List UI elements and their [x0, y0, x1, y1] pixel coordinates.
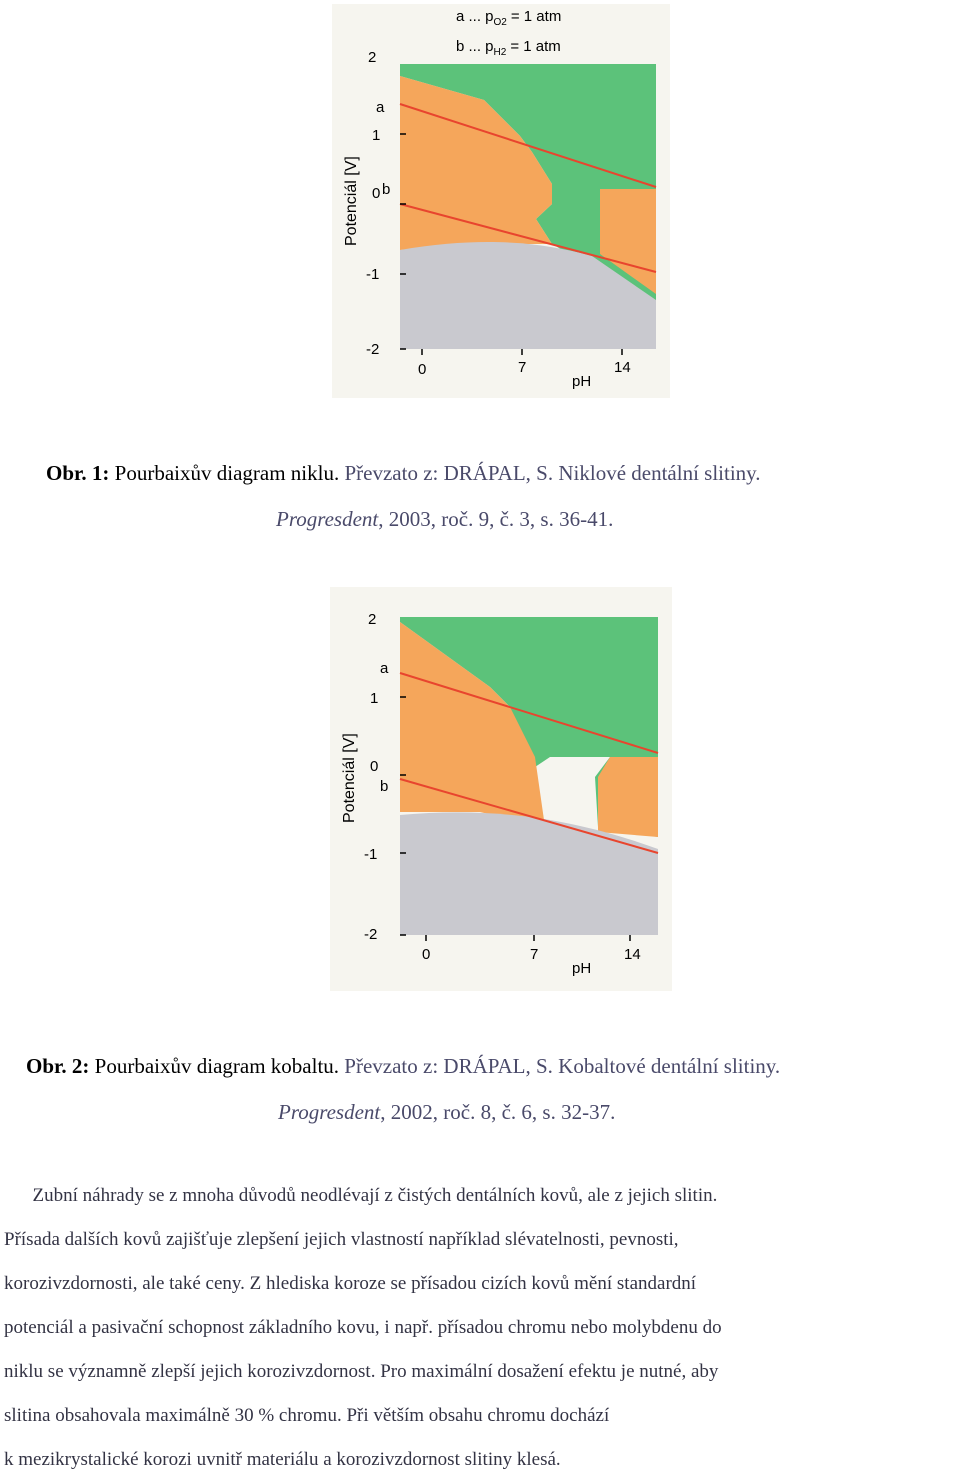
- fig1-x-axis-title: pH: [572, 373, 592, 390]
- fig1-ytick-neg2: -2: [366, 341, 380, 358]
- fig1-xtick-7: 7: [518, 359, 527, 376]
- fig2-x-axis-title: pH: [572, 960, 592, 977]
- fig1-xtick-14: 14: [614, 359, 631, 376]
- caption-1-label: Obr. 1:: [46, 461, 110, 485]
- caption-1-details: , 2003, roč. 9, č. 3, s. 36-41.: [378, 507, 614, 531]
- fig1-legend-a: a ... $p_{O2} = 1$ atm: [456, 8, 562, 28]
- fig1-y-axis-title: Potenciál [V]: [343, 156, 360, 246]
- paragraph-line-6: slitina obsahovala maximálně 30 % chromu. Při větším obsahu chromu dochází: [4, 1405, 610, 1426]
- figure-2-caption: [26, 1043, 926, 1135]
- figure-1-plot: [332, 4, 670, 398]
- figure-1-caption: [46, 450, 926, 542]
- fig2-ytick-1: 1: [370, 690, 379, 707]
- fig2-xtick-7: 7: [530, 946, 539, 963]
- caption-2-journal: Progresdent: [278, 1100, 381, 1124]
- caption-2-details: , 2002, roč. 8, č. 6, s. 32-37.: [380, 1100, 616, 1124]
- fig2-ytick-neg1: -1: [364, 846, 378, 863]
- fig2-xtick-14: 14: [624, 946, 641, 963]
- paragraph-line-3: korozivzdornosti, ale také ceny. Z hlediska koroze se přísadou cizích kovů mění standardní: [4, 1273, 697, 1294]
- figure-2-pourbaix-cobalt: [330, 587, 672, 991]
- fig1-ytick-1: 1: [372, 127, 381, 144]
- caption-2-title: Pourbaixův diagram kobaltu.: [89, 1054, 345, 1078]
- fig1-ytick-0: 0: [372, 185, 381, 202]
- fig2-line-b-label: b: [380, 778, 389, 795]
- fig1-ytick-2: 2: [368, 49, 377, 66]
- fig1-line-b-label: b: [382, 181, 391, 198]
- fig1-xtick-0: 0: [418, 361, 427, 378]
- paragraph-line-1: Zubní náhrady se z mnoha důvodů neodlévají z čistých dentálních kovů, ale z jejich slitin.: [4, 1185, 718, 1206]
- fig2-y-axis-title: Potenciál [V]: [341, 733, 358, 823]
- fig2-ytick-2: 2: [368, 611, 377, 628]
- paragraph-line-4: potenciál a pasivační schopnost základního kovu, i např. přísadou chromu nebo molybdenu do: [4, 1317, 722, 1338]
- fig2-ytick-neg2: -2: [364, 926, 378, 943]
- caption-1-journal: Progresdent: [276, 507, 379, 531]
- fig2-ytick-0: 0: [370, 758, 379, 775]
- caption-1-title: Pourbaixův diagram niklu.: [109, 461, 345, 485]
- caption-2-label: Obr. 2:: [26, 1054, 90, 1078]
- figure-2-plot: [330, 587, 672, 991]
- paragraph-line-5: niklu se významně zlepší jejich korozivzdornost. Pro maximální dosažení efektu je nutné, aby: [4, 1361, 719, 1382]
- fig2-orange-region-right: [598, 757, 658, 837]
- fig2-xtick-0: 0: [422, 946, 431, 963]
- figure-1-pourbaix-nickel: [332, 4, 670, 398]
- fig1-legend-b: b ... $p_{H2} = 1$ atm: [456, 38, 561, 58]
- fig2-line-a-label: a: [380, 660, 389, 677]
- caption-1-source: Převzato z: DRÁPAL, S. Niklové dentální slitiny.: [344, 461, 761, 485]
- fig1-line-a-label: a: [376, 99, 385, 116]
- fig1-ytick-neg1: -1: [366, 266, 380, 283]
- caption-2-source: Převzato z: DRÁPAL, S. Kobaltové dentální slitiny.: [344, 1054, 781, 1078]
- paragraph-line-2: Přísada dalších kovů zajišťuje zlepšení jejich vlastností například slévatelnosti, pevnosti,: [4, 1229, 679, 1250]
- body-paragraph: [4, 1174, 960, 1482]
- paragraph-line-7: k mezikrystalické korozi uvnitř materiálu a korozivzdornost slitiny klesá.: [4, 1449, 561, 1470]
